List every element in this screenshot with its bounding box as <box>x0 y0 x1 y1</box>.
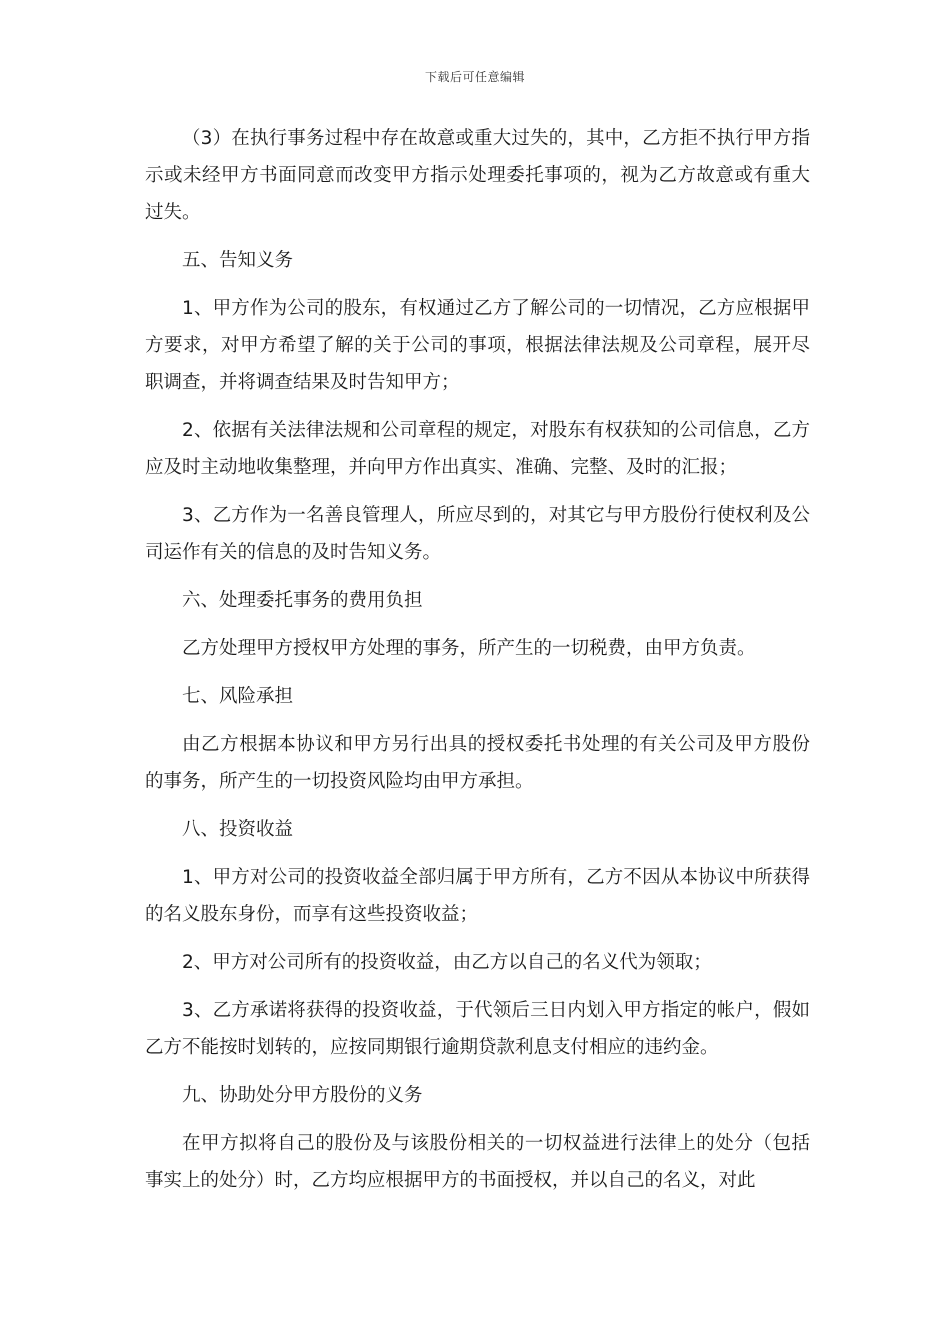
document-body <box>145 120 810 1210</box>
paragraph-clause-8-1: 1、甲方对公司的投资收益全部归属于甲方所有，乙方不因从本协议中所获得的名义股东身份，而享有这些投资收益； <box>145 867 810 925</box>
paragraph-clause-8-2: 2、甲方对公司所有的投资收益，由乙方以自己的名义代为领取； <box>182 952 712 973</box>
section-heading-6: 六、处理委托事务的费用负担 <box>182 590 423 611</box>
paragraph-clause-5-2: 2、依据有关法律法规和公司章程的规定，对股东有权获知的公司信息，乙方应及时主动地收集整理，并向甲方作出真实、准确、完整、及时的汇报； <box>145 420 810 478</box>
section-heading-8: 八、投资收益 <box>182 819 294 840</box>
paragraph-clause-5-1: 1、甲方作为公司的股东，有权通过乙方了解公司的一切情况，乙方应根据甲方要求，对甲方希望了解的关于公司的事项，根据法律法规及公司章程，展开尽职调查，并将调查结果及时告知甲方； <box>145 298 810 393</box>
paragraph-section-6: 乙方处理甲方授权甲方处理的事务，所产生的一切税费，由甲方负责。 <box>182 638 756 659</box>
section-heading-7: 七、风险承担 <box>182 686 294 707</box>
paragraph-section-7: 由乙方根据本协议和甲方另行出具的授权委托书处理的有关公司及甲方股份的事务，所产生的一切投资风险均由甲方承担。 <box>145 734 810 792</box>
section-heading-9: 九、协助处分甲方股份的义务 <box>182 1085 423 1106</box>
page-header: 下载后可任意编辑 <box>424 70 525 84</box>
paragraph-clause-4-3: （3）在执行事务过程中存在故意或重大过失的，其中，乙方拒不执行甲方指示或未经甲方书面同意而改变甲方指示处理委托事项的，视为乙方故意或有重大过失。 <box>145 128 810 223</box>
paragraph-section-9: 在甲方拟将自己的股份及与该股份相关的一切权益进行法律上的处分（包括事实上的处分）时，乙方均应根据甲方的书面授权，并以自己的名义，对此 <box>145 1133 810 1191</box>
paragraph-clause-5-3: 3、乙方作为一名善良管理人，所应尽到的，对其它与甲方股份行使权利及公司运作有关的信息的及时告知义务。 <box>145 505 810 563</box>
section-heading-5: 五、告知义务 <box>182 250 294 271</box>
paragraph-clause-8-3: 3、乙方承诺将获得的投资收益，于代领后三日内划入甲方指定的帐户，假如乙方不能按时划转的，应按同期银行逾期贷款利息支付相应的违约金。 <box>145 1000 810 1058</box>
